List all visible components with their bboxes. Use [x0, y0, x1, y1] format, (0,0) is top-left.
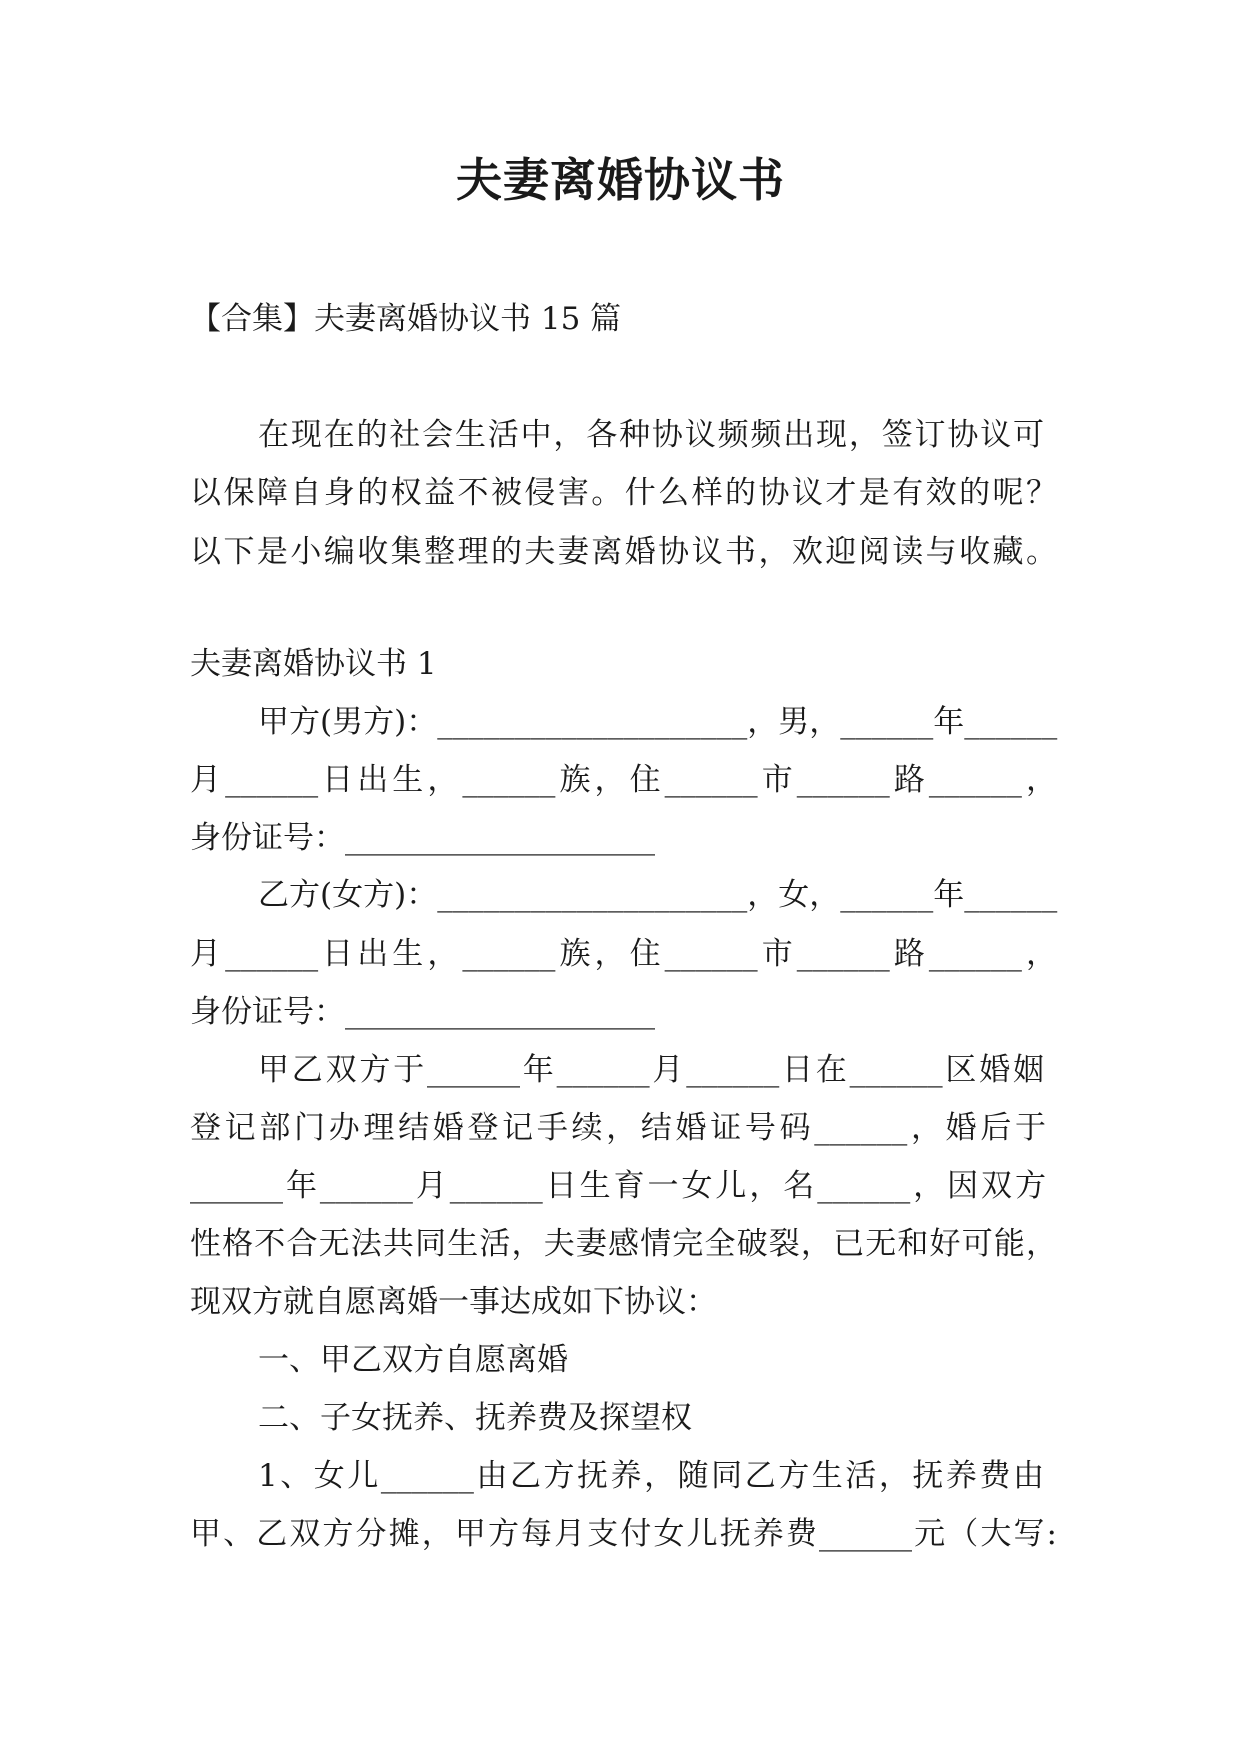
paragraph-line: 现双方就自愿离婚一事达成如下协议：: [190, 1284, 717, 1320]
paragraph-line: ______年______月______日生育一女儿，名______，因双方: [190, 1168, 1046, 1204]
paragraph-line: 登记部门办理结婚登记手续，结婚证号码______，婚后于: [190, 1110, 1046, 1146]
section-heading: 夫妻离婚协议书 1: [190, 646, 437, 682]
form-field-line: 月______日出生，______族，住______市______路______，: [190, 762, 1057, 798]
form-field-line: 身份证号：____________________: [190, 820, 655, 856]
form-field-line: 乙方(女方)：____________________，女，______年______: [258, 877, 1058, 913]
form-field-line: 月______日出生，______族，住______市______路______，: [190, 936, 1057, 972]
paragraph-line: 甲乙双方于______年______月______日在______区婚姻: [258, 1052, 1044, 1088]
paragraph-line: 在现在的社会生活中，各种协议频频出现，签订协议可: [258, 417, 1044, 453]
form-field-line: 身份证号：____________________: [190, 994, 655, 1030]
paragraph-line: 1、女儿______由乙方抚养，随同乙方生活，抚养费由: [258, 1458, 1044, 1494]
document-title: 夫妻离婚协议书: [456, 153, 785, 207]
form-field-line: 甲方(男方)：____________________，男，______年______: [258, 704, 1058, 740]
document-subtitle: 【合集】夫妻离婚协议书 15 篇: [190, 301, 622, 337]
paragraph-line: 以保障自身的权益不被侵害。什么样的协议才是有效的呢？: [190, 475, 1057, 511]
paragraph-line: 性格不合无法共同生活，夫妻感情完全破裂，已无和好可能，: [190, 1226, 1057, 1262]
paragraph-line: 以下是小编收集整理的夫妻离婚协议书，欢迎阅读与收藏。: [190, 534, 1057, 570]
clause-heading: 一、甲乙双方自愿离婚: [258, 1342, 568, 1378]
clause-heading: 二、子女抚养、抚养费及探望权: [258, 1400, 692, 1436]
paragraph-line: 甲、乙双方分摊，甲方每月支付女儿抚养费______元（大写:: [190, 1516, 1057, 1552]
